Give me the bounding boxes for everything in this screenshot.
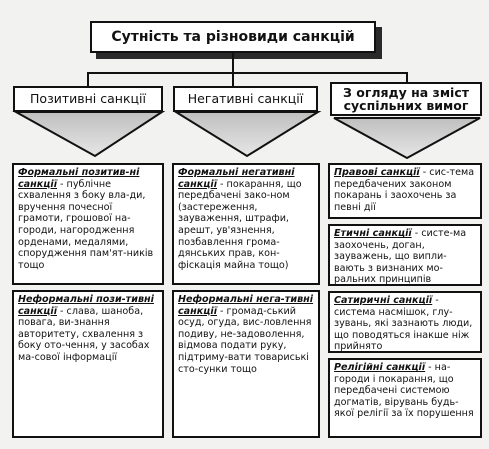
box-ethical <box>328 224 482 286</box>
box-heading: Правові санкції <box>334 167 420 178</box>
branch-right <box>406 72 408 82</box>
box-formal-positive <box>12 163 164 285</box>
box-heading: Сатиричні санкції <box>334 295 433 306</box>
arrow-social <box>334 118 480 158</box>
branch-line <box>87 72 407 74</box>
box-informal-negative <box>172 290 320 438</box>
box-text: - публічне схвалення з боку вла-ди, вручення почесної грамоти, грошової на-городи, нагородження орденами, медалями, спорудження пам'ят-ників тощо <box>18 178 154 271</box>
box-text: - громад-ський осуд, огуда, вис-ловлення подиву, не-задоволення, відмова подати руку, підтриму-вати товариські сто-сунки тощо <box>178 305 312 375</box>
box-text: - на-городи і покарання, що передбачені системою догматів, вірувань будь-якої релігії за їх порушення <box>334 362 474 420</box>
arrow-negative <box>176 112 318 156</box>
header-negative: Негативні санкції <box>173 86 318 112</box>
box-satirical <box>328 291 482 353</box>
branch-left <box>87 72 89 86</box>
box-formal-negative <box>172 163 320 285</box>
box-heading: Формальні негативні санкції <box>178 167 295 190</box>
header-positive: Позитивні санкції <box>13 86 163 112</box>
header-social-demands: З огляду на зміст суспільних вимог <box>330 82 482 116</box>
box-heading: Неформальні пози-тивні санкції <box>18 294 154 317</box>
diagram-title: Сутність та різновиди санкцій <box>90 21 376 53</box>
box-text: - слава, шаноба, повага, ви-знання авторитету, схвалення з боку ото-чення, у засобах ма-сової інформації <box>18 305 150 363</box>
arrow-positive <box>16 112 162 156</box>
box-text: - система насмішок, глу-зувань, які зазнають люди, що поводяться інакше ніж прийнято <box>334 295 473 353</box>
title-connector <box>232 53 234 73</box>
box-religious <box>328 358 482 438</box>
box-heading: Етичні санкції <box>334 228 412 239</box>
box-text: - систе-ма заохочень, доган, зауважень, що випли-вають з визнаних мо-ральних принципів <box>334 228 467 286</box>
branch-middle <box>232 72 234 86</box>
box-heading: Релігійні санкції <box>334 362 426 373</box>
arrows-layer <box>0 108 489 164</box>
box-heading: Формальні позитив-ні санкції <box>18 167 140 190</box>
box-informal-positive <box>12 290 164 438</box>
box-text: - сис-тема передбачених законом покарань і заохочень за певні дії <box>334 167 475 213</box>
box-text: - покарання, що передбачені зако-ном (застереження, зауваження, штрафи, арешт, ув'язнення, позбавлення грома-дянських прав, кон-фіскація майна тощо) <box>178 178 302 271</box>
box-heading: Неформальні нега-тивні санкції <box>178 294 314 317</box>
box-legal <box>328 163 482 219</box>
